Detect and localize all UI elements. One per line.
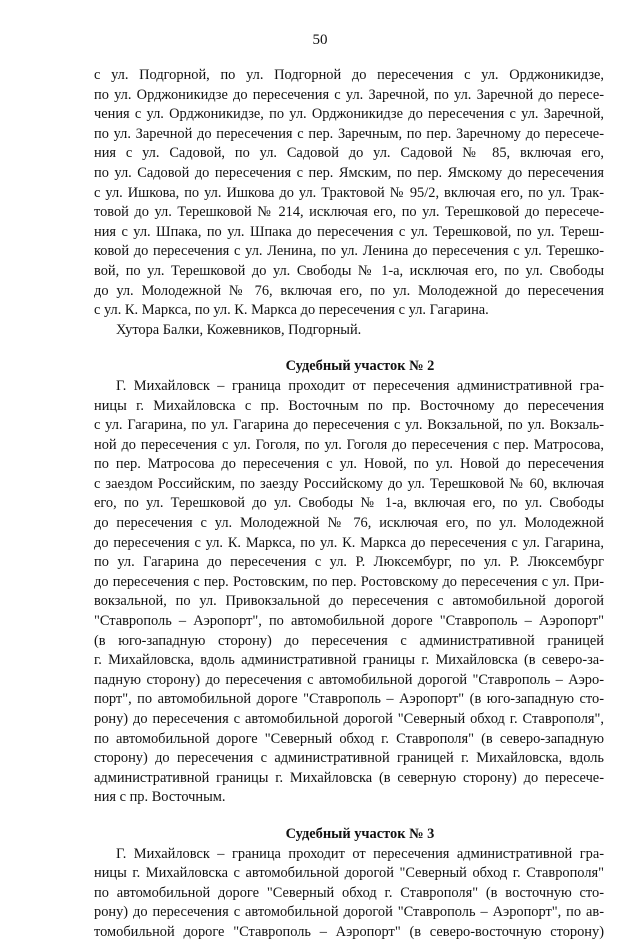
text-line: до пересечения с ул. К. Маркса, по ул. К. Маркса до пересечения с ул. Гагарина,: [94, 534, 604, 551]
text-line: вокзальной, по ул. Привокзальной до пересечения с автомобильной дорогой: [94, 593, 604, 610]
text-line: Г. Михайловск – граница проходит от пересечения административной гра-: [116, 377, 604, 394]
text-line: с ул. К. Маркса, по ул. К. Маркса до пересечения с ул. Гагарина.: [94, 302, 489, 319]
text-line: по ул. Заречной до пересечения с пер. Заречным, по пер. Заречному до пересече-: [94, 125, 604, 142]
section-3-heading: Судебный участок № 3: [285, 825, 435, 842]
page-number: 50: [312, 32, 328, 48]
text-line: ницы г. Михайловска с автомобильной дорогой "Северный обход г. Ставрополя": [94, 865, 604, 882]
text-line: по автомобильной дороге "Северный обход г. Ставрополя" (в восточную сто-: [94, 884, 604, 901]
text-line: томобильной дороге "Ставрополь – Аэропорт" (в северо-восточную сторону): [94, 923, 604, 940]
text-line: "Ставрополь – Аэропорт", по автомобильной дороге "Ставрополь – Аэропорт": [94, 613, 604, 630]
text-line: с заездом Российским, по заезду Российскому до ул. Терешковой № 60, включая: [94, 475, 604, 492]
text-line: ния с ул. Шпака, по ул. Шпака до пересечения с ул. Терешковой, по ул. Тереш-: [94, 223, 604, 240]
text-line: рону) до пересечения с автомобильной дорогой "Ставрополь – Аэропорт", по ав-: [94, 904, 604, 921]
text-line: до пересечения с ул. Молодежной № 76, исключая его, по ул. Молодежной: [94, 515, 604, 532]
text-line: ковой до пересечения с ул. Ленина, по ул. Ленина до пересечения с ул. Терешко-: [94, 243, 604, 260]
text-line: порт", по автомобильной дороге "Ставрополь – Аэропорт" (в юго-западную сто-: [94, 691, 604, 708]
text-line: чения с ул. Орджоникидзе, по ул. Орджоникидзе до пересечения с ул. Заречной,: [94, 106, 604, 123]
text-line: с ул. Гагарина, по ул. Гагарина до пересечения с ул. Вокзальной, по ул. Вокзаль-: [94, 417, 604, 434]
text-line: его, по ул. Терешковой до ул. Свободы № 1-а, включая его, по ул. Свободы: [94, 495, 604, 512]
section-2: [94, 357, 604, 808]
text-line: г. Михайловска, вдоль административной границы г. Михайловска (в северо-за-: [94, 652, 604, 669]
section-2-heading: Судебный участок № 2: [285, 358, 435, 375]
text-line: с ул. Ишкова, по ул. Ишкова до ул. Трактовой № 95/2, включая его, по ул. Трак-: [94, 184, 604, 201]
section-3: [94, 825, 604, 943]
text-line: с ул. Подгорной, по ул. Подгорной до пересечения с ул. Орджоникидзе,: [94, 67, 604, 83]
text-line: ницы г. Михайловска с пр. Восточным по пр. Восточному до пересечения: [94, 397, 604, 414]
text-line: ния с ул. Садовой, по ул. Садовой до ул. Садовой № 85, включая его,: [94, 145, 604, 162]
text-line: вой, по ул. Терешковой до ул. Свободы № 1-а, исключая его, по ул. Свободы: [94, 262, 604, 279]
text-line: ной до пересечения с ул. Гоголя, по ул. Гоголя до пересечения с пер. Матросова,: [94, 436, 604, 453]
text-line: товой до ул. Терешковой № 214, исключая его, по ул. Терешковой до пересече-: [94, 204, 604, 221]
text-line: по ул. Гагарина до пересечения с ул. Р. Люксембург, по ул. Р. Люксембург: [94, 554, 604, 571]
text-line: по ул. Садовой до пересечения с пер. Ямским, по пер. Ямскому до пересечения: [94, 164, 604, 181]
text-line: административной границы г. Михайловска (в северную сторону) до пересече-: [94, 769, 604, 786]
document-body: [94, 66, 604, 943]
text-line: ния с пр. Восточным.: [94, 789, 226, 806]
text-line: до ул. Молодежной № 76, включая его, по ул. Молодежной до пересечения: [94, 282, 604, 299]
text-line: по автомобильной дороге "Северный обход г. Ставрополя" (в северо-западную: [94, 730, 604, 747]
text-line: до пересечения с пер. Ростовским, по пер. Ростовскому до пересечения с ул. При-: [94, 573, 604, 590]
text-line: Г. Михайловск – граница проходит от пересечения административной гра-: [116, 845, 604, 862]
text-line: сторону) до пересечения с административной границей г. Михайловска, вдоль: [94, 750, 604, 767]
text-line: по ул. Орджоникидзе до пересечения с ул. Заречной, по ул. Заречной до пересе-: [94, 86, 604, 103]
hamlets-paragraph: Хутора Балки, Кожевников, Подгорный.: [116, 321, 362, 338]
section-1: [94, 66, 604, 340]
text-line: по пер. Матросова до пересечения с ул. Новой, по ул. Новой до пересечения: [94, 456, 604, 473]
text-line: падную сторону) до пересечения с автомобильной дорогой "Ставрополь – Аэро-: [94, 671, 604, 688]
text-line: рону) до пересечения с автомобильной дорогой "Северный обход г. Ставрополя",: [94, 711, 604, 727]
text-line: (в юго-западную сторону) до пересечения с административной границей: [94, 632, 604, 649]
